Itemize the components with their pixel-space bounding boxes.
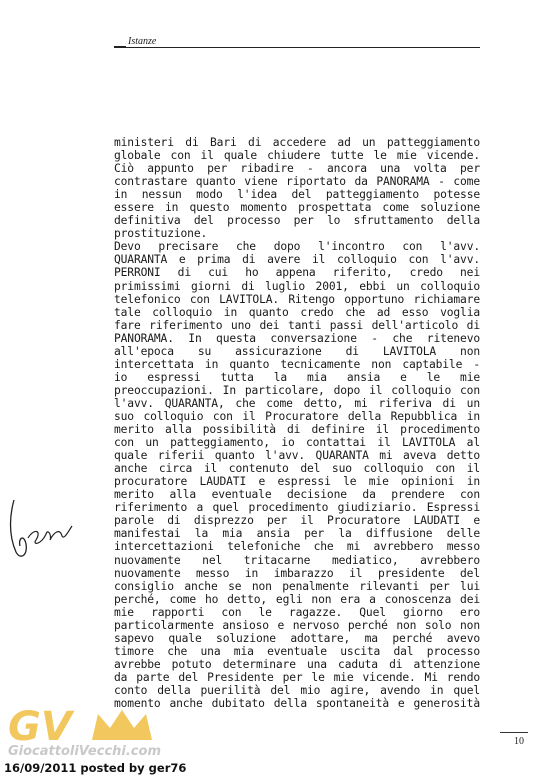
body-line: PERRONI di cui ho appena riferito, credo nei [114, 266, 480, 280]
body-line: con un patteggiamento, io contattai il LAVITOLA al [114, 436, 480, 450]
body-line: avrebbe potuto determinare una caduta di attenzione [114, 657, 480, 671]
body-line: all'epoca su assicurazione di LAVITOLA non [114, 344, 480, 358]
body-line: QUARANTA e prima di avere il colloquio con l'avv. [114, 253, 480, 267]
body-line: consiglio anche se non penalmente rilevanti per lui [114, 579, 480, 593]
watermark-logo [6, 700, 156, 746]
body-line: Devo precisare che dopo l'incontro con l'avv. [114, 240, 480, 254]
watermark-site: GiocattoliVecchi.com [8, 744, 161, 759]
body-line: merito alla eventuale decisione da prendere con [114, 488, 480, 502]
document-body [114, 136, 480, 710]
body-line: io espressi tutta la mia ansia e le mie [114, 370, 480, 384]
body-line: nuovamente nel tritacarne mediatico, avrebbero [114, 553, 480, 567]
body-line: mie rapporti con le ragazze. Quel giorno ero [114, 605, 480, 619]
footer-rule [500, 732, 528, 733]
body-line: merito alla possibilità di definire il procedimento [114, 423, 480, 437]
crown-icon [92, 710, 152, 740]
body-line: timore che una mia eventuale uscita dal processo [114, 644, 480, 658]
body-line: in nessun modo l'idea del patteggiamento potesse [114, 188, 480, 202]
body-line: PANORAMA. In questa conversazione - che ritenevo [114, 331, 480, 345]
watermark-posted: 16/09/2011 posted by ger76 [4, 761, 187, 775]
body-line: anche circa il contenuto del suo colloquio con il [114, 462, 480, 476]
header-label: Istanze [128, 36, 157, 47]
body-line: momento anche dubitato della spontaneità e generosità [114, 697, 480, 711]
body-line: essere in questo momento prospettata come soluzione [114, 201, 480, 215]
body-line: preoccupazioni. In particolare, dopo il colloquio con [114, 383, 480, 397]
body-line: contrastare quanto viene riportato da PANORAMA - come [114, 175, 480, 189]
body-line: primissimi giorni di luglio 2001, ebbi un colloquio [114, 279, 480, 293]
body-line: globale con il quale chiudere tutte le mie vicende. [114, 149, 480, 163]
body-line: telefonico con LAVITOLA. Ritengo opportuno richiamare [114, 292, 480, 306]
body-line: particolarmente ansioso e nervoso perché non solo non [114, 618, 480, 632]
body-line: da parte del Presidente per le mie vicende. Mi rendo [114, 670, 480, 684]
body-line: perché, come ho detto, egli non era a conoscenza dei [114, 592, 480, 606]
body-line: intercettata in quanto tecnicamente non captabile - [114, 357, 480, 371]
body-line: definitiva del processo per lo sfruttamento della [114, 214, 480, 228]
body-line: sapevo quale soluzione adottare, ma perché avevo [114, 631, 480, 645]
header-rule [118, 47, 480, 48]
body-line: suo colloquio con il Procuratore della Repubblica in [114, 409, 480, 423]
body-line: quale riferii quanto l'avv. QUARANTA mi aveva detto [114, 449, 480, 463]
body-line: fare riferimento uno dei tanti passi dell'articolo di [114, 318, 480, 332]
body-line: nuovamente messo in imbarazzo il presidente del [114, 566, 480, 580]
body-line: l'avv. QUARANTA, che come detto, mi riferiva di un [114, 396, 480, 410]
body-line: parole di disprezzo per il Procuratore LAUDATI e [114, 514, 480, 528]
page-number: 10 [514, 736, 524, 747]
body-line: riferimento a quel procedimento giudiziario. Espressi [114, 501, 480, 515]
body-line: tale colloquio in quanto credo che ad esso voglia [114, 305, 480, 319]
body-line: manifestai la mia ansia per la diffusione delle [114, 527, 480, 541]
body-line: Ciò appunto per ribadire - ancora una volta per [114, 162, 480, 176]
body-line: intercettazioni telefoniche che mi avrebbero messo [114, 540, 480, 554]
body-line: prostituzione. [114, 227, 208, 241]
body-line: ministeri di Bari di accedere ad un patteggiamento [114, 136, 480, 149]
watermark-logo-text: GV [8, 704, 72, 746]
handwritten-signature [6, 494, 76, 574]
body-line: conto della puerilità del mio agire, avendo in quel [114, 683, 480, 697]
body-line: procuratore LAUDATI e espressi le mie opinioni in [114, 475, 480, 489]
